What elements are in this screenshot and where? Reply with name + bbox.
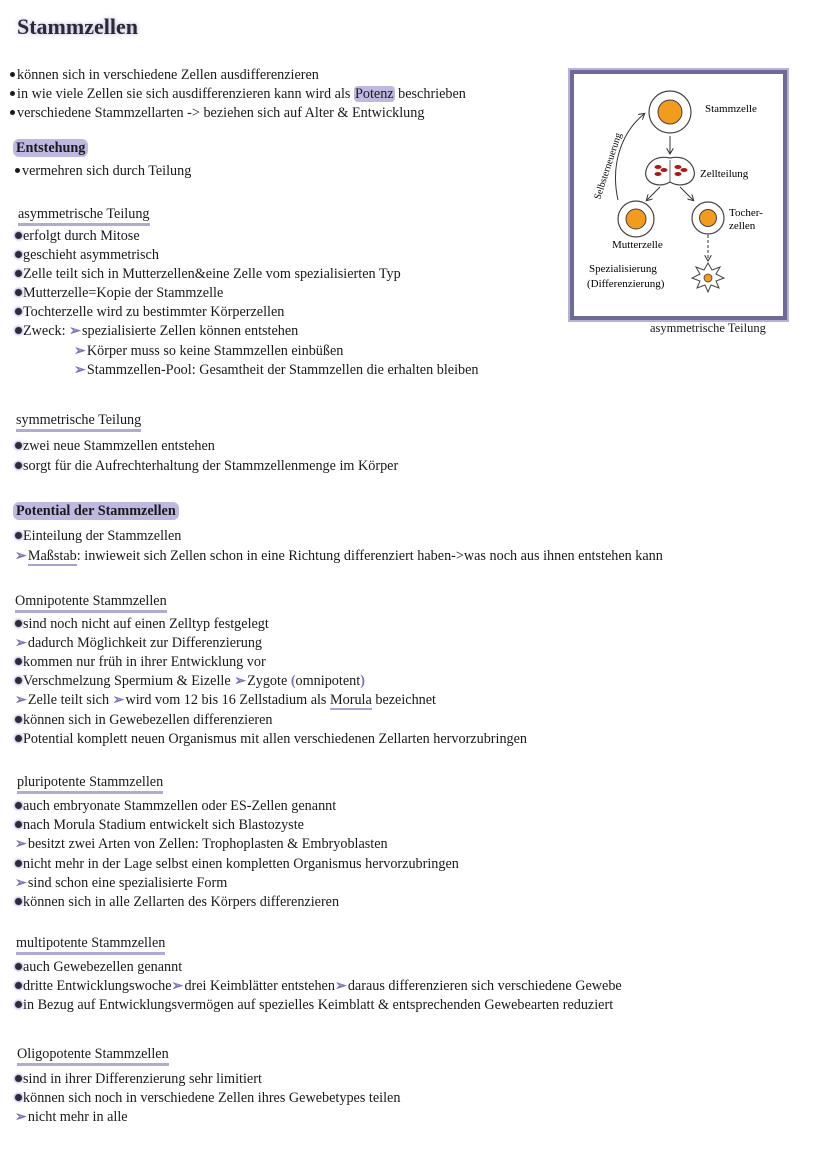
label-tochterzellen-2: zellen bbox=[729, 220, 756, 232]
pluri-line-6: können sich in alle Zellarten des Körpers differenzieren bbox=[15, 893, 339, 911]
specialized-nucleus-icon bbox=[704, 274, 712, 282]
bullet-dot-icon bbox=[15, 620, 22, 627]
label-selbsterneuerung: Selbsterneuerung bbox=[592, 131, 625, 201]
bullet-dot-icon bbox=[15, 735, 22, 742]
arrow-right-icon: ➢ bbox=[15, 875, 27, 891]
tochterzelle-nucleus-icon bbox=[700, 210, 717, 227]
oligo-line-2: können sich noch in verschiedene Zellen ihres Gewebetypes teilen bbox=[15, 1089, 400, 1107]
arrow-right-icon: ➢ bbox=[334, 978, 347, 994]
label-tochterzellen-1: Tocher- bbox=[729, 207, 763, 219]
label-spezialisierung: Spezialisierung bbox=[589, 263, 657, 275]
bullet-dot-icon bbox=[15, 898, 22, 905]
pluri-line-3: ➢besitzt zwei Arten von Zellen: Trophoplasten & Embryoblasten bbox=[15, 836, 388, 852]
stammzelle-nucleus-icon bbox=[658, 100, 682, 124]
arrow-right-icon: ➢ bbox=[15, 635, 27, 651]
heading-potential: Potential der Stammzellen bbox=[13, 502, 179, 520]
bullet-dot-icon bbox=[15, 1001, 22, 1008]
omni-line-6: können sich in Gewebezellen differenzieren bbox=[15, 711, 272, 729]
bullet-dot-icon bbox=[15, 1075, 22, 1082]
asym-line-4: Mutterzelle=Kopie der Stammzelle bbox=[15, 284, 223, 302]
intro-line-1: können sich in verschiedene Zellen ausdifferenzieren bbox=[10, 66, 319, 84]
asymmetric-division-figure bbox=[570, 70, 787, 320]
arrow-right-icon: ➢ bbox=[15, 548, 27, 564]
omni-line-2: ➢dadurch Möglichkeit zur Differenzierung bbox=[15, 635, 263, 651]
potenz-highlight: Potenz bbox=[354, 86, 394, 102]
bullet-dot-icon bbox=[15, 327, 22, 334]
entstehung-line: vermehren sich durch Teilung bbox=[15, 162, 191, 180]
multi-line-3: in Bezug auf Entwicklungsvermögen auf spezielles Keimblatt & entsprechenden Gewebearten reduziert bbox=[15, 996, 613, 1014]
paren-open-icon: ( bbox=[290, 673, 296, 689]
bullet-dot-icon bbox=[10, 110, 15, 115]
heading-asymmetrische-teilung: asymmetrische Teilung bbox=[18, 205, 150, 226]
figure-caption: asymmetrische Teilung bbox=[650, 321, 766, 335]
arrow-right-icon: ➢ bbox=[15, 836, 27, 852]
arrow-right-icon: ➢ bbox=[15, 692, 27, 708]
bullet-dot-icon bbox=[15, 860, 22, 867]
arrow-right-icon: ➢ bbox=[15, 1109, 27, 1125]
bullet-dot-icon bbox=[10, 72, 15, 77]
arrow-right-icon: ➢ bbox=[171, 978, 184, 994]
chromosome-icon bbox=[681, 168, 688, 172]
omni-line-5: ➢Zelle teilt sich ➢wird vom 12 bis 16 Zellstadium als Morula bezeichnet bbox=[15, 692, 436, 708]
bullet-dot-icon bbox=[15, 982, 22, 989]
pluri-line-2: nach Morula Stadium entwickelt sich Blastozyste bbox=[15, 816, 304, 834]
heading-entstehung: Entstehung bbox=[13, 139, 88, 157]
asym-line-5: Tochterzelle wird zu bestimmter Körperzellen bbox=[15, 303, 284, 321]
arrow-right-icon: ➢ bbox=[112, 692, 125, 708]
bullet-dot-icon bbox=[15, 1094, 22, 1101]
asym-line-2: geschieht asymmetrisch bbox=[15, 246, 159, 264]
sym-line-2: sorgt für die Aufrechterhaltung der Stammzellenmenge im Körper bbox=[15, 457, 398, 475]
bullet-dot-icon bbox=[15, 716, 22, 723]
chromosome-icon bbox=[675, 165, 682, 169]
heading-oligopotent: Oligopotente Stammzellen bbox=[17, 1045, 169, 1066]
sym-line-1: zwei neue Stammzellen entstehen bbox=[15, 437, 215, 455]
pluri-line-5: ➢sind schon eine spezialisierte Form bbox=[15, 875, 228, 891]
multi-line-1: auch Gewebezellen genannt bbox=[15, 958, 182, 976]
omni-line-1: sind noch nicht auf einen Zelltyp festgelegt bbox=[15, 615, 269, 633]
bullet-dot-icon bbox=[10, 91, 15, 96]
bullet-dot-icon bbox=[15, 442, 22, 449]
bullet-dot-icon bbox=[15, 821, 22, 828]
bullet-dot-icon bbox=[15, 677, 22, 684]
omni-line-4: Verschmelzung Spermium & Eizelle ➢Zygote (omnipotent) bbox=[15, 672, 365, 690]
bullet-dot-icon bbox=[15, 462, 22, 469]
chromosome-icon bbox=[655, 165, 662, 169]
chromosome-icon bbox=[675, 172, 682, 176]
figure-diagram bbox=[574, 74, 783, 316]
label-differenzierung: (Differenzierung) bbox=[587, 278, 665, 290]
oligo-line-1: sind in ihrer Differenzierung sehr limitiert bbox=[15, 1070, 262, 1088]
asym-line-6: Zweck: ➢spezialisierte Zellen können entstehen bbox=[15, 322, 298, 340]
bullet-dot-icon bbox=[15, 251, 22, 258]
oligo-line-3: ➢nicht mehr in alle bbox=[15, 1109, 128, 1125]
bullet-dot-icon bbox=[15, 658, 22, 665]
arrow-right-icon: ➢ bbox=[234, 673, 247, 689]
morula-underline: Morula bbox=[330, 692, 372, 708]
chromosome-icon bbox=[655, 172, 662, 176]
bullet-dot-icon bbox=[15, 232, 22, 239]
heading-symmetrische-teilung: symmetrische Teilung bbox=[16, 411, 141, 432]
selbsterneuerung-arrow-icon bbox=[616, 114, 644, 200]
page-title: Stammzellen bbox=[17, 14, 138, 39]
arrow-right-icon: ➢ bbox=[74, 343, 86, 359]
bullet-dot-icon bbox=[15, 289, 22, 296]
label-stammzelle: Stammzelle bbox=[705, 103, 757, 115]
arrow-right-icon: ➢ bbox=[74, 362, 86, 378]
omni-line-7: Potential komplett neuen Organismus mit allen verschiedenen Zellarten hervorzubringen bbox=[15, 730, 527, 748]
heading-omnipotent: Omnipotente Stammzellen bbox=[15, 592, 167, 613]
label-mutterzelle: Mutterzelle bbox=[612, 239, 663, 251]
asym-line-7: ➢Körper muss so keine Stammzellen einbüßen bbox=[74, 343, 344, 359]
bullet-dot-icon bbox=[15, 532, 22, 539]
asym-line-3: Zelle teilt sich in Mutterzellen&eine Zelle vom spezialisierten Typ bbox=[15, 265, 401, 283]
pot-line-2: ➢Maßstab: inwieweit sich Zellen schon in eine Richtung differenziert haben->was noch aus ihnen entstehen kann bbox=[15, 548, 663, 564]
arrow-left-down-icon bbox=[647, 187, 660, 200]
heading-multipotent: multipotente Stammzellen bbox=[16, 934, 165, 955]
bullet-dot-icon bbox=[15, 168, 20, 173]
pluri-line-1: auch embryonate Stammzellen oder ES-Zellen genannt bbox=[15, 797, 336, 815]
bullet-dot-icon bbox=[15, 802, 22, 809]
intro-line-2: in wie viele Zellen sie sich ausdifferenzieren kann wird als Potenz beschrieben bbox=[10, 85, 466, 103]
mutterzelle-nucleus-icon bbox=[626, 209, 646, 229]
omni-line-3: kommen nur früh in ihrer Entwicklung vor bbox=[15, 653, 266, 671]
label-zellteilung: Zellteilung bbox=[700, 168, 749, 180]
chromosome-icon bbox=[661, 168, 668, 172]
arrow-right-down-icon bbox=[680, 187, 693, 200]
asym-line-1: erfolgt durch Mitose bbox=[15, 227, 140, 245]
bullet-dot-icon bbox=[15, 963, 22, 970]
bullet-dot-icon bbox=[15, 308, 22, 315]
pluri-line-4: nicht mehr in der Lage selbst einen kompletten Organismus hervorzubringen bbox=[15, 855, 459, 873]
bullet-dot-icon bbox=[15, 270, 22, 277]
pot-line-1: Einteilung der Stammzellen bbox=[15, 527, 181, 545]
asym-line-8: ➢Stammzellen-Pool: Gesamtheit der Stammzellen die erhalten bleiben bbox=[74, 362, 479, 378]
heading-pluripotent: pluripotente Stammzellen bbox=[17, 773, 163, 794]
intro-line-3: verschiedene Stammzellarten -> beziehen sich auf Alter & Entwicklung bbox=[10, 104, 424, 122]
paren-close-icon: ) bbox=[360, 673, 365, 689]
arrow-right-icon: ➢ bbox=[69, 323, 81, 339]
multi-line-2: dritte Entwicklungswoche➢drei Keimblätter entstehen➢daraus differenzieren sich verschiedene Gewebe bbox=[15, 977, 622, 995]
